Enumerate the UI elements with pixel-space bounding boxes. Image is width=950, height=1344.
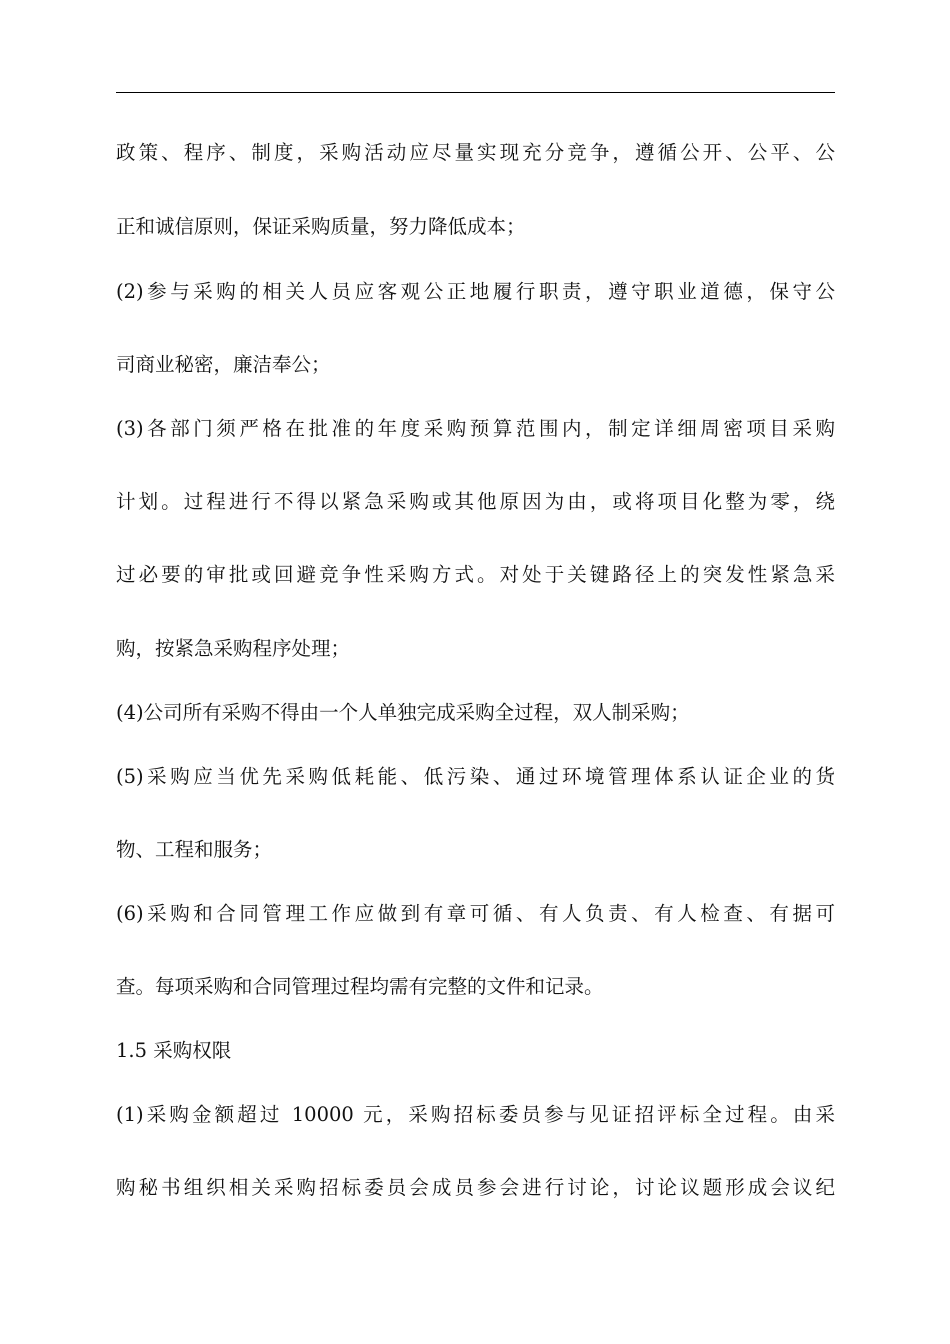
text-line: (5)采购应当优先采购低耗能、低污染、通过环境管理体系认证企业的货	[116, 765, 835, 788]
text-line: (2)参与采购的相关人员应客观公正地履行职责，遵守职业道德，保守公	[116, 280, 835, 303]
text-line: 购秘书组织相关采购招标委员会成员参会进行讨论，讨论议题形成会议纪	[116, 1176, 835, 1199]
text-line: (4)公司所有采购不得由一个人单独完成采购全过程，双人制采购；	[116, 701, 690, 724]
section-heading: 1.5 采购权限	[116, 1039, 232, 1062]
text-line: 司商业秘密，廉洁奉公；	[116, 353, 331, 376]
text-line: 正和诚信原则，保证采购质量，努力降低成本；	[116, 215, 526, 238]
text-line: 购，按紧急采购程序处理；	[116, 637, 351, 660]
header-rule	[116, 92, 835, 93]
text-line: 查。每项采购和合同管理过程均需有完整的文件和记录。	[116, 975, 604, 998]
text-line: (1)采购金额超过 10000 元，采购招标委员参与见证招评标全过程。由采	[116, 1103, 835, 1126]
text-line: (3)各部门须严格在批准的年度采购预算范围内，制定详细周密项目采购	[116, 417, 835, 440]
text-line: (6)采购和合同管理工作应做到有章可循、有人负责、有人检查、有据可	[116, 902, 835, 925]
text-line: 政策、程序、制度，采购活动应尽量实现充分竞争，遵循公开、公平、公	[116, 141, 835, 164]
text-line: 过必要的审批或回避竞争性采购方式。对处于关键路径上的突发性紧急采	[116, 563, 835, 586]
text-line: 物、工程和服务；	[116, 838, 273, 861]
text-line: 计划。过程进行不得以紧急采购或其他原因为由，或将项目化整为零，绕	[116, 490, 835, 513]
